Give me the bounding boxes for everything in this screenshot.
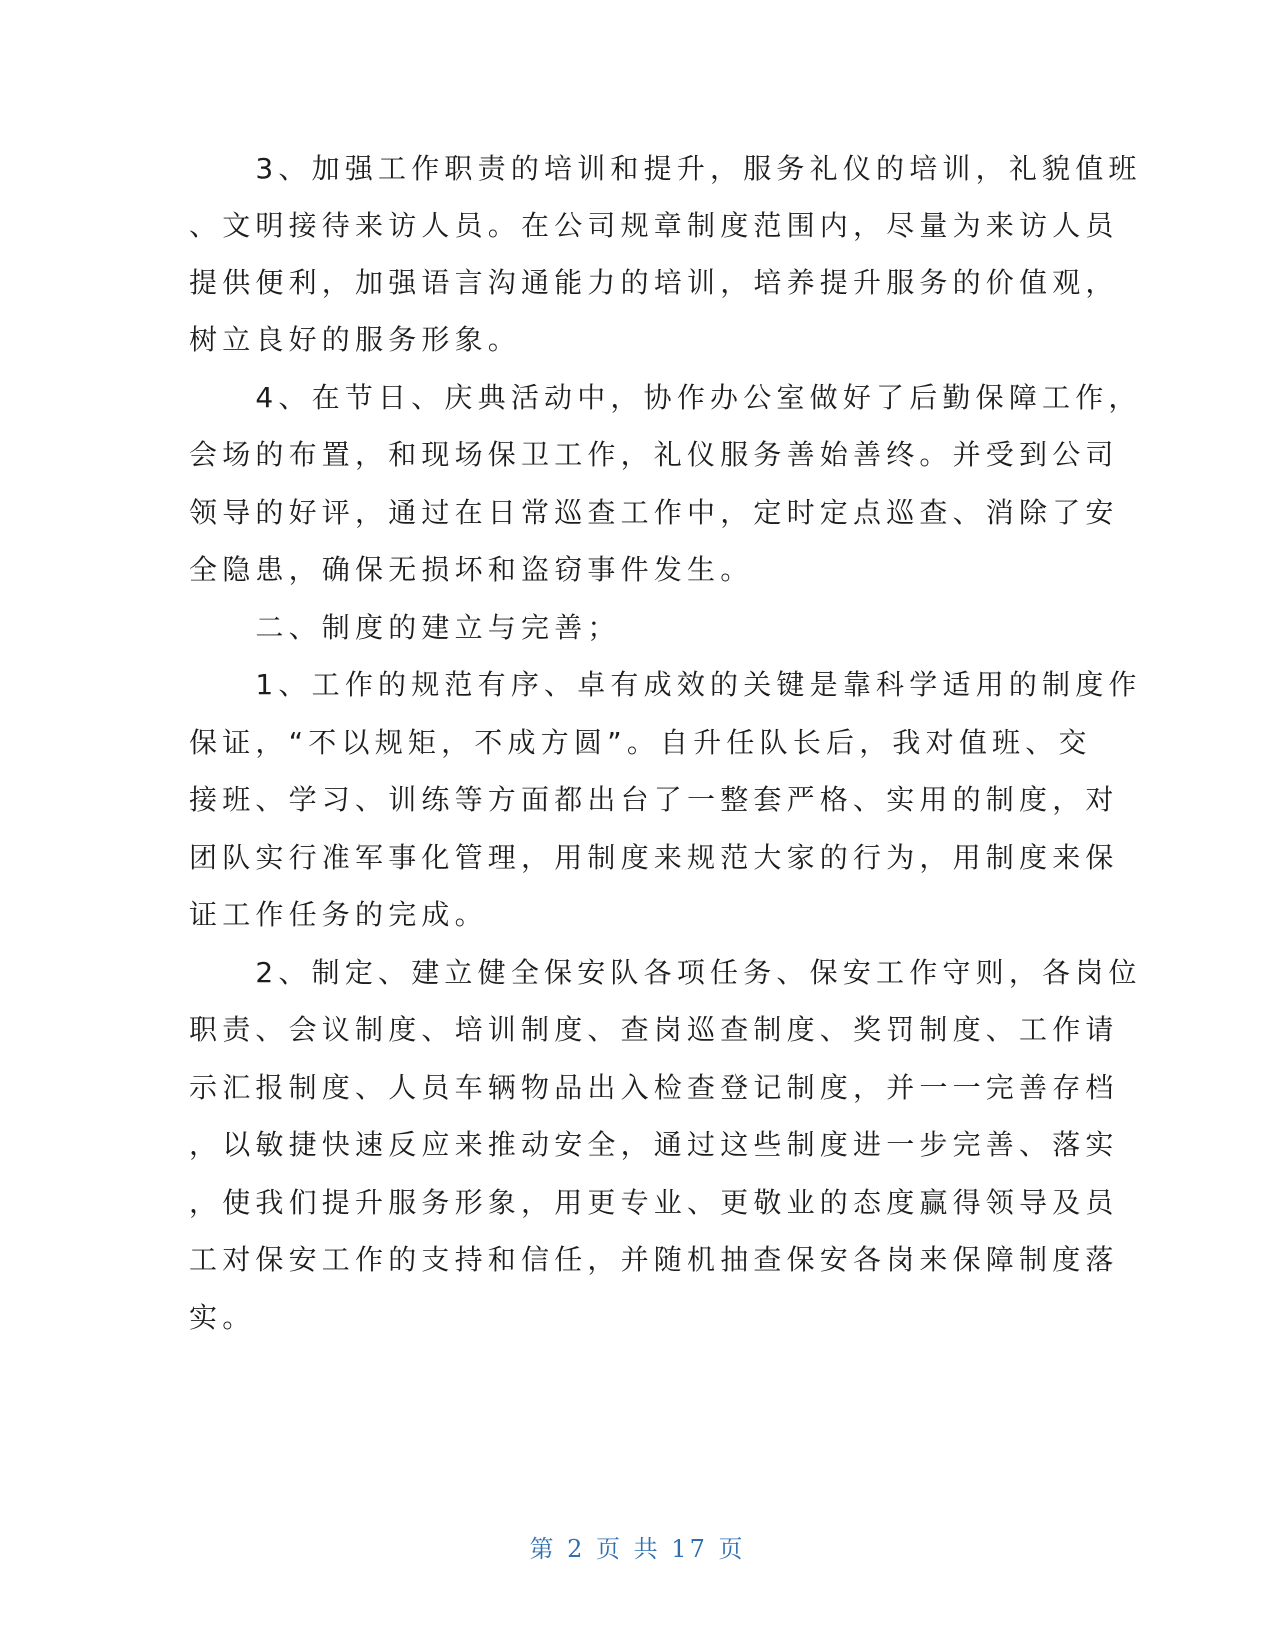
text-line: 保证，“不以规矩，不成方圆”。自升任队长后，我对值班、交 bbox=[189, 726, 1092, 759]
text-line: 、文明接待来访人员。在公司规章制度范围内，尽量为来访人员 bbox=[189, 209, 1119, 242]
text-line: 会场的布置，和现场保卫工作，礼仪服务善始善终。并受到公司 bbox=[189, 438, 1119, 471]
page-footer: 第 2 页 共 17 页 bbox=[529, 1535, 746, 1563]
text-line: 接班、学习、训练等方面都出台了一整套严格、实用的制度，对 bbox=[189, 783, 1119, 816]
text-line: 4、在节日、庆典活动中，协作办公室做好了后勤保障工作， bbox=[189, 381, 1142, 414]
text-line: ，使我们提升服务形象，用更专业、更敬业的态度赢得领导及员 bbox=[189, 1186, 1119, 1219]
text-line: 提供便利，加强语言沟通能力的培训，培养提升服务的价值观， bbox=[189, 266, 1119, 299]
text-line: 工对保安工作的支持和信任，并随机抽查保安各岗来保障制度落 bbox=[189, 1243, 1119, 1276]
text-line: 团队实行准军事化管理，用制度来规范大家的行为，用制度来保 bbox=[189, 841, 1119, 874]
text-line: 3、加强工作职责的培训和提升，服务礼仪的培训，礼貌值班 bbox=[189, 152, 1142, 185]
text-line: 2、制定、建立健全保安队各项任务、保安工作守则，各岗位 bbox=[189, 956, 1142, 989]
text-line: 实。 bbox=[189, 1301, 256, 1334]
text-line: 示汇报制度、人员车辆物品出入检查登记制度，并一一完善存档 bbox=[189, 1071, 1119, 1104]
text-line: 领导的好评，通过在日常巡查工作中，定时定点巡查、消除了安 bbox=[189, 496, 1119, 529]
text-line: 1、工作的规范有序、卓有成效的关键是靠科学适用的制度作 bbox=[189, 668, 1142, 701]
section-heading: 二、制度的建立与完善； bbox=[189, 611, 621, 644]
text-line: 证工作任务的完成。 bbox=[189, 898, 488, 931]
text-line: 树立良好的服务形象。 bbox=[189, 323, 522, 356]
text-line: 职责、会议制度、培训制度、查岗巡查制度、奖罚制度、工作请 bbox=[189, 1013, 1119, 1046]
text-line: 全隐患，确保无损坏和盗窃事件发生。 bbox=[189, 553, 754, 586]
text-line: ，以敏捷快速反应来推动安全，通过这些制度进一步完善、落实 bbox=[189, 1128, 1119, 1161]
